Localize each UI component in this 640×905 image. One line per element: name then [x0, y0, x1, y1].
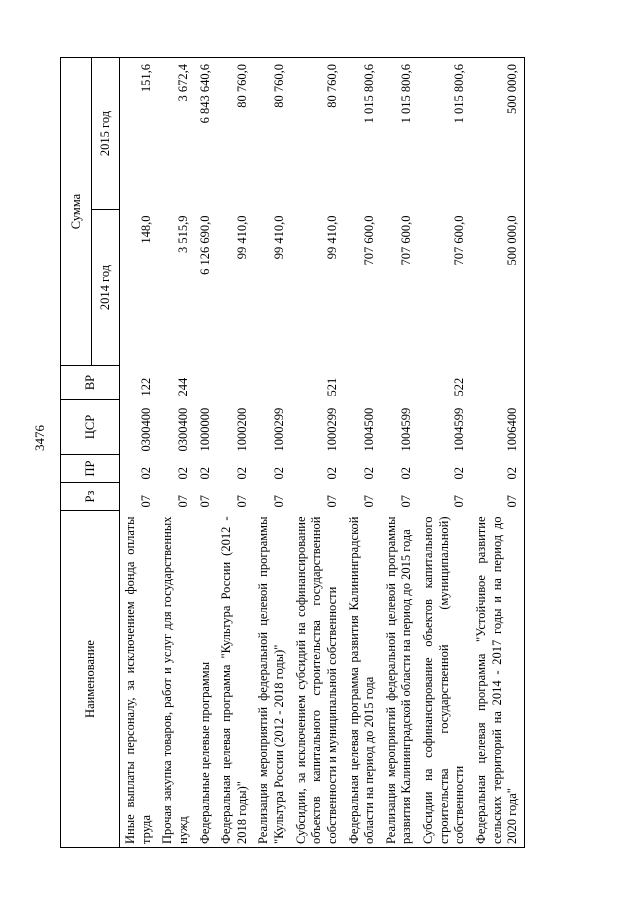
row-csr: 1004500: [362, 407, 377, 452]
header-vr: ВР: [61, 366, 120, 400]
table-row: [157, 58, 194, 848]
row-vr: 521: [324, 377, 339, 397]
row-sum-2014: 707 600,0: [452, 215, 467, 266]
row-vr: 122: [138, 377, 153, 397]
table-row: [195, 58, 217, 848]
row-sum-2014: 99 410,0: [234, 215, 249, 260]
table-row: [344, 58, 381, 848]
row-rz: 07: [324, 495, 339, 508]
row-name: Прочая закупка товаров, работ и услуг для государственных нужд: [157, 511, 194, 848]
row-rz: 07: [272, 495, 286, 508]
row-pr: 02: [138, 467, 153, 480]
table-row: [291, 58, 344, 848]
row-pr: 02: [452, 467, 467, 480]
row-rz: 07: [452, 495, 467, 508]
header-name: Наименование: [61, 511, 120, 848]
row-sum-2014: 500 000,0: [471, 210, 524, 366]
table-row: [418, 58, 471, 848]
row-pr: 02: [362, 467, 377, 480]
row-sum-2015: 80 760,0: [253, 58, 290, 210]
row-sum-2015: 1 015 800,6: [344, 58, 381, 210]
row-pr: 02: [175, 467, 190, 480]
row-name: Федеральная целевая программа "Устойчивое развитие сельских территорий на 2014 - 2017 годы и на период до 2020 года": [471, 511, 524, 848]
row-csr: 1006400: [471, 400, 524, 455]
row-csr: 1000299: [272, 407, 286, 452]
row-csr: 1004599: [452, 407, 467, 452]
row-rz: 07: [138, 495, 153, 508]
row-sum-2015: 80 760,0: [216, 58, 253, 210]
row-sum-2014: 3 515,9: [175, 215, 190, 253]
row-pr: 02: [399, 467, 414, 480]
header-rz: Рз: [61, 483, 120, 511]
row-vr: [216, 366, 253, 400]
row-vr: [195, 366, 217, 400]
row-name: Субсидии на софинансирование объектов капитального строительства государственной (муниципальной) собственности: [418, 511, 471, 848]
row-sum-2015: 6 843 640,6: [195, 58, 217, 210]
row-csr: 1000200: [234, 407, 249, 452]
row-pr: 02: [324, 467, 339, 480]
row-sum-2015: 1 015 800,6: [418, 58, 471, 210]
row-pr: 02: [272, 467, 286, 480]
row-name: Федеральная целевая программа "Культура России (2012 - 2018 годы)": [216, 511, 253, 848]
row-vr: [471, 366, 524, 400]
header-sum: Сумма: [61, 58, 92, 366]
table-row: [253, 58, 290, 848]
row-sum-2014: 707 600,0: [399, 215, 414, 266]
row-rz: 07: [197, 495, 212, 508]
row-pr: 02: [234, 467, 249, 480]
table-row: [216, 58, 253, 848]
row-pr: 02: [471, 455, 524, 483]
row-sum-2015: 3 672,4: [157, 58, 194, 210]
row-csr: 1000000: [197, 407, 212, 452]
row-rz: 07: [362, 495, 377, 508]
row-rz: 07: [471, 483, 524, 511]
table-row: [471, 58, 524, 848]
row-sum-2015: 1 015 800,6: [381, 58, 418, 210]
row-rz: 07: [234, 495, 249, 508]
row-csr: 0300400: [175, 407, 190, 452]
row-name: Реализация мероприятий федеральной целевой программы развития Калининградской области на период до 2015 года: [381, 511, 418, 848]
row-sum-2015: 500 000,0: [471, 58, 524, 210]
row-pr: 02: [197, 467, 212, 480]
row-csr: 1000299: [324, 407, 339, 452]
row-sum-2014: 148,0: [138, 215, 153, 244]
header-year-2014: 2014 год: [92, 210, 120, 366]
row-sum-2015: 80 760,0: [291, 58, 344, 210]
row-vr: 244: [175, 377, 190, 397]
row-name: Субсидии, за исключением субсидий на софинансирование объектов капитального строительства государственной собственности и муниципальной собственности: [291, 511, 344, 848]
row-vr: [381, 366, 418, 400]
row-name: Федеральные целевые программы: [195, 511, 217, 848]
table-row: [381, 58, 418, 848]
row-csr: 0300400: [138, 407, 153, 452]
row-rz: 07: [175, 495, 190, 508]
row-vr: 522: [452, 377, 467, 397]
budget-table: [60, 57, 525, 848]
row-vr: [253, 366, 290, 400]
table-row: [120, 58, 158, 848]
row-csr: 1004599: [399, 407, 414, 452]
row-name: Реализация мероприятий федеральной целевой программы "Культура России (2012 - 2018 годы)": [253, 511, 290, 848]
header-csr: ЦСР: [61, 400, 120, 455]
row-name: Иные выплаты персоналу, за исключением фонда оплаты труда: [120, 511, 158, 848]
row-name: Федеральная целевая программа развития Калининградской области на период до 2015 года: [344, 511, 381, 848]
page-number: 3476: [32, 425, 47, 451]
row-sum-2014: 99 410,0: [324, 215, 339, 260]
row-sum-2014: 6 126 690,0: [197, 215, 212, 275]
row-rz: 07: [399, 495, 414, 508]
row-vr: [344, 366, 381, 400]
row-sum-2015: 151,6: [120, 58, 158, 210]
row-sum-2014: 99 410,0: [272, 215, 286, 260]
header-pr: ПР: [61, 455, 120, 483]
budget-table-rotated: [60, 58, 590, 848]
row-sum-2014: 707 600,0: [362, 215, 377, 266]
header-year-2015: 2015 год: [92, 58, 120, 210]
